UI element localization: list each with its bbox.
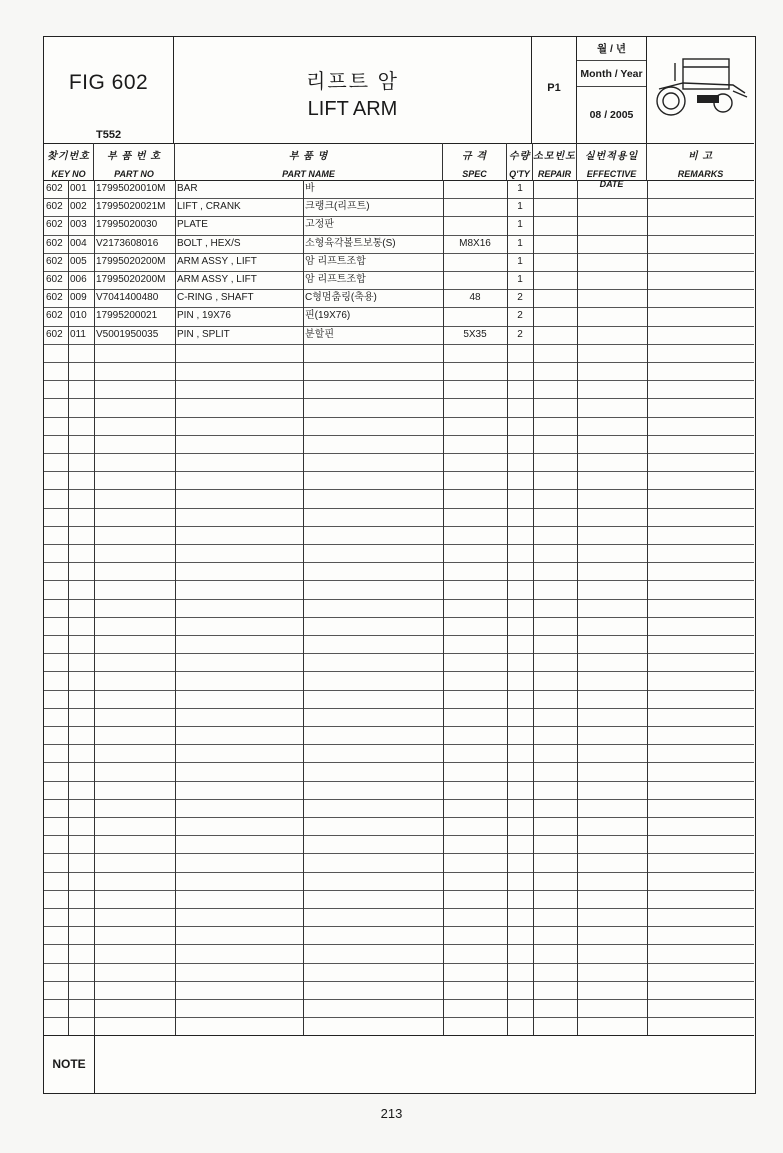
title-cell bbox=[174, 37, 532, 143]
column-rule bbox=[94, 180, 95, 1035]
column-repair: 소모빈도 REPAIR bbox=[533, 143, 577, 180]
cell-part-no: V2173608016 bbox=[96, 237, 159, 249]
cell-spec bbox=[443, 216, 507, 234]
column-remarks: 비 고 REMARKS bbox=[677, 151, 724, 179]
cell-qty: 2 bbox=[517, 328, 523, 340]
cell-key: 010 bbox=[70, 310, 87, 322]
cell-fig: 602 bbox=[46, 183, 63, 194]
column-rule bbox=[577, 180, 578, 1035]
column-rule bbox=[647, 180, 648, 1035]
cell-part-no: 17995020010M bbox=[96, 183, 166, 194]
column-part-no: 부 품 번 호 PART NO bbox=[94, 143, 175, 180]
cell-spec bbox=[443, 271, 507, 289]
cell-qty: 1 bbox=[517, 183, 523, 194]
cell-qty: 2 bbox=[517, 310, 523, 322]
cell-key: 005 bbox=[70, 255, 87, 267]
cell-name-en: LIFT , CRANK bbox=[177, 201, 241, 213]
cell-qty: 1 bbox=[517, 255, 523, 267]
cell-name-ko: 소형육각볼트보통(S) bbox=[305, 237, 396, 249]
cell-fig: 602 bbox=[46, 219, 63, 231]
column-rule bbox=[175, 180, 176, 1035]
tractor-picture-cell bbox=[647, 37, 754, 143]
cell-spec bbox=[443, 198, 507, 216]
cell-key: 001 bbox=[70, 183, 87, 194]
cell-qty: 1 bbox=[517, 274, 523, 285]
cell-qty: 1 bbox=[517, 201, 523, 213]
cell-name-en: PLATE bbox=[177, 219, 208, 231]
column-part-name: 부 품 명 PART NAME bbox=[175, 143, 443, 180]
column-qty: 수량 Q'TY bbox=[507, 143, 533, 180]
cell-qty: 2 bbox=[517, 292, 523, 304]
column-key-no: 찾기번호 KEY NO bbox=[44, 143, 94, 180]
cell-qty: 1 bbox=[517, 219, 523, 231]
cell-spec bbox=[443, 307, 507, 325]
cell-fig: 602 bbox=[46, 255, 63, 267]
cell-fig: 602 bbox=[46, 201, 63, 213]
sheet-header bbox=[44, 37, 754, 144]
cell-part-no: 17995020200M bbox=[96, 255, 166, 267]
figure-cell bbox=[44, 37, 174, 143]
cell-key: 003 bbox=[70, 219, 87, 231]
cell-part-no: V7041400480 bbox=[96, 292, 159, 304]
cell-name-en: ARM ASSY , LIFT bbox=[177, 274, 257, 285]
cell-name-ko: 고정판 bbox=[305, 219, 334, 231]
cell-fig: 602 bbox=[46, 292, 63, 304]
page-label-cell bbox=[532, 37, 577, 143]
cell-name-ko: 암 리프트조합 bbox=[305, 255, 366, 267]
column-rule bbox=[303, 180, 304, 1035]
cell-part-no: 17995200021 bbox=[96, 310, 158, 322]
column-rule bbox=[533, 180, 534, 1035]
cell-spec: 48 bbox=[469, 292, 481, 304]
column-rule bbox=[443, 180, 444, 1035]
cell-fig: 602 bbox=[46, 274, 63, 285]
cell-spec bbox=[443, 180, 507, 198]
column-rule bbox=[68, 180, 69, 1035]
title-korean: 리프트 암 bbox=[306, 71, 399, 93]
date-label-english: Month / Year bbox=[577, 61, 646, 87]
cell-key: 011 bbox=[70, 328, 86, 340]
date-label-korean: 월 / 년 bbox=[577, 37, 646, 61]
column-spec: 규 격 SPEC bbox=[443, 143, 507, 180]
cell-name-ko: C형멈춤링(축용) bbox=[305, 292, 377, 304]
cell-key: 006 bbox=[70, 274, 87, 285]
page-number: 213 bbox=[380, 1106, 403, 1121]
parts-list-sheet bbox=[43, 36, 756, 1094]
cell-fig: 602 bbox=[46, 237, 63, 249]
cell-part-no: V5001950035 bbox=[96, 328, 159, 340]
cell-qty: 1 bbox=[517, 237, 523, 249]
cell-name-en: PIN , SPLIT bbox=[177, 328, 230, 340]
column-rule bbox=[507, 180, 508, 1035]
column-effective-date: 실번적용일 EFFECTIVE DATE bbox=[577, 143, 647, 180]
cell-name-en: BAR bbox=[177, 183, 198, 194]
cell-spec: M8X16 bbox=[459, 237, 491, 249]
figure-number: FIG 602 bbox=[68, 71, 149, 94]
title-english: LIFT ARM bbox=[307, 98, 398, 120]
date-value: 08 / 2005 bbox=[589, 109, 634, 121]
date-cell bbox=[577, 37, 647, 143]
cell-part-no: 17995020030 bbox=[96, 219, 158, 231]
tractor-icon bbox=[653, 53, 749, 125]
cell-name-en: C-RING , SHAFT bbox=[177, 292, 254, 304]
cell-name-ko: 암 리프트조합 bbox=[305, 274, 366, 285]
cell-spec: 5X35 bbox=[463, 328, 487, 340]
model-code: T552 bbox=[96, 129, 122, 141]
cell-fig: 602 bbox=[46, 310, 63, 322]
cell-spec bbox=[443, 253, 507, 271]
cell-name-en: PIN , 19X76 bbox=[177, 310, 231, 322]
cell-name-ko: 크랭크(리프트) bbox=[305, 201, 370, 213]
cell-part-no: 17995020200M bbox=[96, 274, 166, 285]
note-section bbox=[44, 1035, 754, 1093]
cell-key: 004 bbox=[70, 237, 87, 249]
note-label: NOTE bbox=[44, 1036, 95, 1093]
cell-key: 002 bbox=[70, 201, 87, 213]
cell-name-ko: 핀(19X76) bbox=[305, 310, 351, 322]
cell-name-ko: 분할핀 bbox=[305, 328, 334, 340]
cell-name-en: BOLT , HEX/S bbox=[177, 237, 241, 249]
cell-name-ko: 바 bbox=[305, 183, 315, 194]
cell-name-en: ARM ASSY , LIFT bbox=[177, 255, 257, 267]
cell-key: 009 bbox=[70, 292, 87, 304]
page-label: P1 bbox=[547, 82, 561, 94]
cell-fig: 602 bbox=[46, 328, 63, 340]
cell-part-no: 17995020021M bbox=[96, 201, 166, 213]
